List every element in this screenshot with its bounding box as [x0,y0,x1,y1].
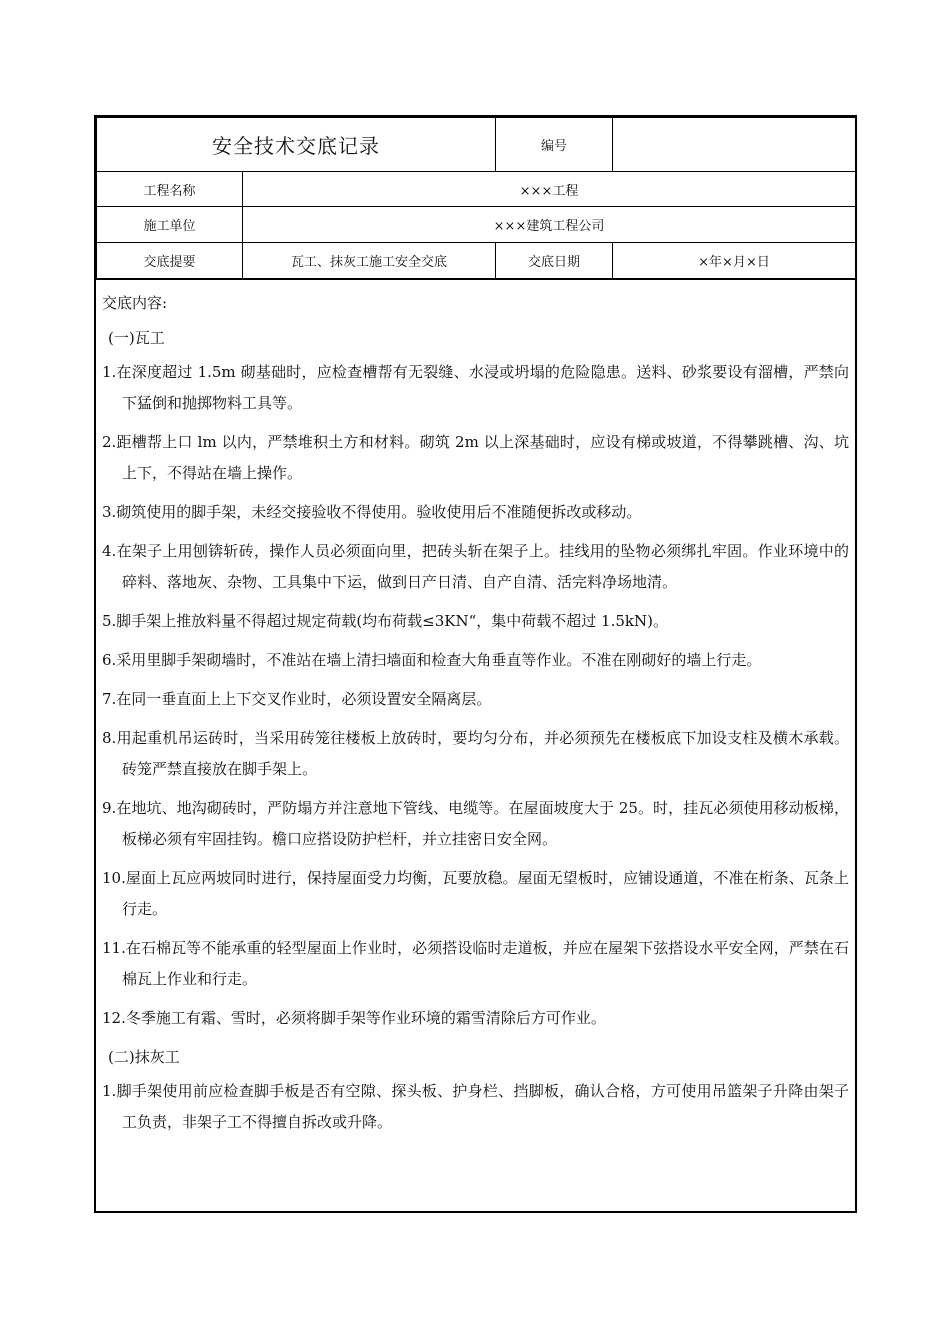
form-title: 安全技术交底记录 [97,118,496,172]
safety-briefing-form [94,115,857,1213]
list-item: 10.屋面上瓦应两坡同时进行，保持屋面受力均衡，瓦要放稳。屋面无望板时，应铺设通道，不准在桁条、瓦条上行走。 [102,869,849,918]
briefing-summary-label: 交底提要 [97,243,243,279]
project-name-label: 工程名称 [97,172,243,207]
briefing-content [96,279,855,1138]
construction-unit-value: ×××建筑工程公司 [243,207,856,243]
list-item: 9.在地坑、地沟砌砖时，严防塌方并注意地下管线、电缆等。在屋面坡度大于 25。时，挂瓦必须使用移动板梯，板梯必须有牢固挂钩。檐口应搭设防护栏杆，并立挂密日安全网。 [102,799,849,848]
number-value [613,118,856,172]
construction-unit-label: 施工单位 [97,207,243,243]
list-item: 3.砌筑使用的脚手架，未经交接验收不得使用。验收使用后不准随便拆改或移动。 [102,503,642,521]
project-name-value: ×××工程 [243,172,856,207]
list-item: 1.在深度超过 1.5m 砌基础时，应检查槽帮有无裂缝、水浸或坍塌的危险隐患。送料、砂浆要设有溜槽，严禁向下猛倒和抛掷物料工具等。 [102,363,849,412]
list-item: 12.冬季施工有霜、雪时，必须将脚手架等作业环境的霜雪清除后方可作业。 [102,1009,606,1027]
list-item: 6.采用里脚手架砌墙时，不准站在墙上清扫墙面和检查大角垂直等作业。不准在刚砌好的墙上行走。 [102,651,762,669]
form-header-table [96,117,856,279]
briefing-date-value: ×年×月×日 [613,243,856,279]
section-plasterer-title: (二)抹灰工 [108,1048,180,1066]
briefing-summary-value: 瓦工、抹灰工施工安全交底 [243,243,496,279]
list-item: 7.在同一垂直面上上下交叉作业时，必须设置安全隔离层。 [102,690,492,708]
list-item: 2.距槽帮上口 lm 以内，严禁堆积土方和材料。砌筑 2m 以上深基础时，应设有梯或坡道，不得攀跳槽、沟、坑上下，不得站在墙上操作。 [102,433,849,482]
number-label: 编号 [496,118,613,172]
list-item: 1.脚手架使用前应检查脚手板是否有空隙、探头板、护身栏、挡脚板，确认合格，方可使用吊篮架子升降由架子工负责，非架子工不得擅自拆改或升降。 [102,1082,849,1131]
list-item: 8.用起重机吊运砖时，当采用砖笼往楼板上放砖时，要均匀分布，并必须预先在楼板底下加设支柱及横木承载。砖笼严禁直接放在脚手架上。 [102,729,849,778]
list-item: 5.脚手架上推放料量不得超过规定荷载(均布荷载≤3KN“，集中荷载不超过 1.5kN)。 [102,612,668,630]
section-bricklayer-title: (一)瓦工 [108,329,165,347]
list-item: 11.在石棉瓦等不能承重的轻型屋面上作业时，必须搭设临时走道板，并应在屋架下弦搭设水平安全网，严禁在石棉瓦上作业和行走。 [102,939,849,988]
list-item: 4.在架子上用刨锛斩砖，操作人员必须面向里，把砖头斩在架子上。挂线用的坠物必须绑扎牢固。作业环境中的碎料、落地灰、杂物、工具集中下运，做到日产日清、自产自清、活完料净场地清。 [102,542,849,591]
briefing-date-label: 交底日期 [496,243,613,279]
content-label: 交底内容: [102,294,168,312]
